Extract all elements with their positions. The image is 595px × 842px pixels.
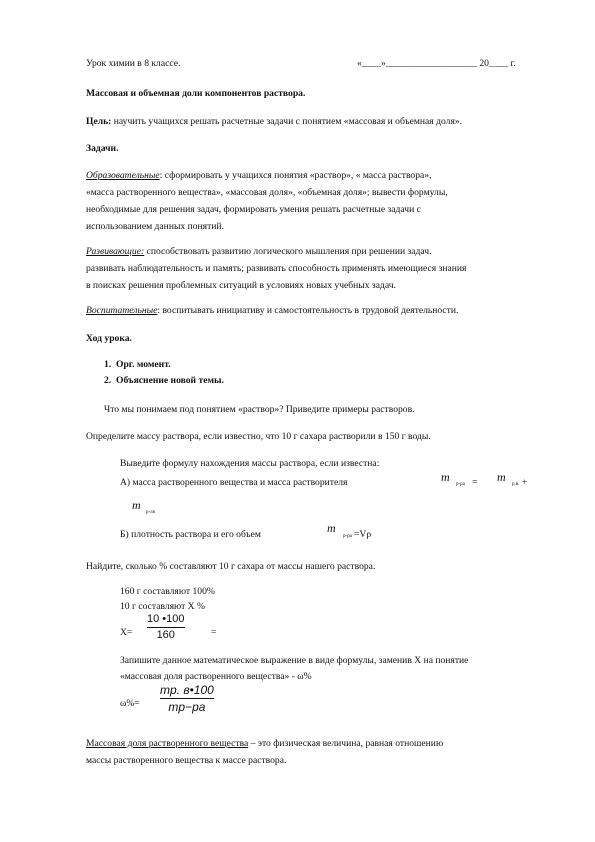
derive-formula-text: Выведите формулу нахождения массы раствора, если известна: <box>120 458 380 469</box>
proportion-line-2: 10 г составляют Х % <box>120 601 205 612</box>
topic-heading: Массовая и объемная доли компонентов раствора. <box>86 88 306 99</box>
educational-line-3: необходимые для решения задач, формировать умения решать расчетные задачи с <box>86 204 421 215</box>
formula-b-m: m <box>327 521 336 535</box>
upbringing-label: Воспитательные <box>86 305 158 316</box>
lesson-title: Урок химии в 8 классе. <box>86 58 181 69</box>
tasks-heading: Задачи. <box>86 143 119 154</box>
developing-line-3: в поисках решения проблемных ситуаций в условиях новых учебных задач. <box>86 280 396 291</box>
educational-line-1 <box>86 171 431 181</box>
upbringing-text: : воспитывать инициативу и самостоятельность в трудовой деятельности. <box>157 305 459 316</box>
step-label: Объяснение новой темы. <box>116 375 224 386</box>
goal-text: научить учащихся решать расчетные задачи с понятием «массовая и объемная доля». <box>111 116 463 127</box>
step-number: 2. <box>104 375 112 386</box>
definition-line-1 <box>86 739 443 749</box>
formula-a-plus: + <box>522 477 528 488</box>
step-1 <box>104 360 171 370</box>
fraction-denominator: 160 <box>156 629 175 641</box>
formula-a-sub3: р-ля <box>146 510 155 515</box>
step-number: 1. <box>104 359 112 370</box>
developing-line-1 <box>86 247 432 257</box>
omega-denominator: mр−ра <box>168 700 206 714</box>
educational-label: Образовательные <box>86 170 160 181</box>
step-2 <box>104 376 224 386</box>
write-expression-line-1: Запишите данное математическое выражение в виде формулы, заменив Х на понятие <box>120 655 469 666</box>
educational-line-4: использованием данных понятий. <box>86 221 224 232</box>
find-percent-text: Найдите, сколько % составляют 10 г сахара от массы нашего раствора. <box>86 561 376 572</box>
formula-a-m1: m <box>441 470 450 484</box>
proportion-line-1: 160 г составляют 100% <box>120 586 215 597</box>
step-label: Орг. момент. <box>116 359 171 370</box>
developing-line-2: развивать наблюдательность и память; развивать способность применять имеющиеся знания <box>86 263 467 274</box>
formula-a-sub2: р.в. <box>512 482 520 487</box>
formula-b-rhs: =Vρ <box>354 529 372 540</box>
upbringing-line <box>86 306 458 316</box>
educational-line-2: «масса растворенного вещества», «массовая доля», «объемная доля»; вывести формулы, <box>86 187 448 198</box>
omega-fraction <box>160 684 214 713</box>
omega-lhs: ω%= <box>120 698 140 709</box>
formula-a-eq: = <box>472 477 478 488</box>
goal-line <box>86 117 462 127</box>
developing-text-1: способствовать развитию логического мышления при решении задач. <box>144 246 432 257</box>
formula-b-sub: р-ра <box>343 534 352 539</box>
omega-numerator: mр. в•100 <box>160 683 214 697</box>
proportion-fraction <box>147 614 185 641</box>
formula-a-m3: m <box>132 498 141 512</box>
proportion-x-label: Х= <box>120 627 133 638</box>
formula-a-m2: m <box>497 470 506 484</box>
case-b-text: Б) плотность раствора и его объем <box>120 529 261 540</box>
omega-fraction-bar <box>160 698 214 699</box>
write-expression-line-2: «массовая доля растворенного вещества» - ω% <box>120 671 312 682</box>
lesson-heading: Ход урока. <box>86 333 132 344</box>
determine-text: Определите массу раствора, если известно, что 10 г сахара растворили в 150 г воды. <box>86 431 431 442</box>
fraction-numerator: 10 •100 <box>147 613 185 625</box>
educational-text-1: : сформировать у учащихся понятия «раствор», « масса раствора», <box>159 170 432 181</box>
question-text: Что мы понимаем под понятием «раствор»? Приведите примеры растворов. <box>104 404 415 415</box>
definition-line-2: массы растворенного вещества к массе раствора. <box>86 755 287 766</box>
developing-label: Развивающие: <box>86 246 145 257</box>
goal-label: Цель: <box>86 116 112 127</box>
definition-rest: – это физическая величина, равная отношению <box>248 738 444 749</box>
proportion-eq: = <box>211 627 217 638</box>
fraction-bar <box>147 627 185 628</box>
formula-a-sub1: р-ра <box>456 482 465 487</box>
date-line: «____»___________________ 20____ г. <box>357 58 516 69</box>
case-a-text: А) масса растворенного вещества и масса растворителя <box>120 477 348 488</box>
definition-term: Массовая доля растворенного вещества <box>86 738 249 749</box>
